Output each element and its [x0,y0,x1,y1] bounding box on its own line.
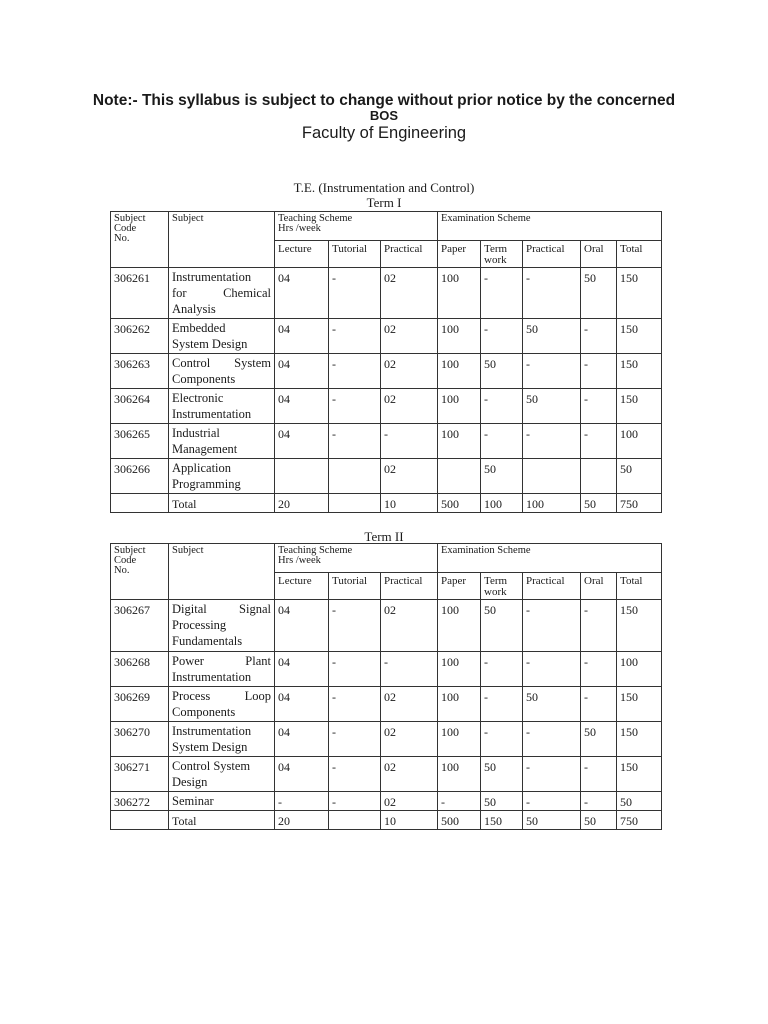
header-text: Teaching Scheme [278,213,353,224]
faculty-title: Faculty of Engineering [301,124,467,142]
tutorial-value: - [329,687,381,722]
subject-code: 306271 [111,757,169,792]
paper-value: 100 [438,757,481,792]
exam-practical-header: Practical [523,573,581,600]
exam-practical-value: - [523,354,581,389]
total-row [111,811,662,830]
term-work-value: - [481,319,523,354]
total-tutorial [329,811,381,830]
header-text: work [484,254,507,266]
paper-value: 100 [438,687,481,722]
total-total: 750 [617,811,662,830]
table-row [111,652,662,687]
oral-header: Oral [581,241,617,268]
teaching-scheme-header [275,212,438,241]
tutorial-value: - [329,319,381,354]
paper-value: 100 [438,600,481,652]
paper-value: - [438,792,481,811]
total-tutorial [329,494,381,513]
subject-name [169,389,275,424]
subject-name [169,600,275,652]
practical-header: Practical [381,241,438,268]
term-work-value: - [481,268,523,319]
header-text: Subject [114,213,146,224]
practical-value: 02 [381,389,438,424]
subject-line: Design [172,775,208,789]
practical-value: 02 [381,687,438,722]
exam-practical-value: - [523,424,581,459]
total-practical: 10 [381,811,438,830]
header-text: Subject [114,545,146,556]
term-work-value: 50 [481,792,523,811]
table-row [111,757,662,792]
subject-line: Components [172,705,236,719]
term-work-value: 50 [481,459,523,494]
subject-line: Process Loop [172,689,271,703]
subject-code: 306268 [111,652,169,687]
exam-practical-value: - [523,757,581,792]
total-lecture: 20 [275,811,329,830]
total-lecture: 20 [275,494,329,513]
exam-practical-value: 50 [523,687,581,722]
examination-scheme-header: Examination Scheme [438,212,662,241]
table-row [111,424,662,459]
header-text: No. [114,565,130,576]
oral-value: - [581,652,617,687]
total-term-work: 100 [481,494,523,513]
total-header: Total [617,573,662,600]
header-row [111,544,662,573]
total-label: Total [169,811,275,830]
lecture-value: 04 [275,722,329,757]
subject-name [169,652,275,687]
tutorial-value [329,459,381,494]
empty-cell [111,811,169,830]
practical-value: 02 [381,600,438,652]
term-work-value: - [481,722,523,757]
lecture-value: 04 [275,354,329,389]
term-work-value: - [481,652,523,687]
oral-value [581,459,617,494]
term-work-value: - [481,424,523,459]
subject-code: 306272 [111,792,169,811]
total-value: 150 [617,722,662,757]
subject-line: Instrumentation [172,270,252,284]
examination-scheme-header: Examination Scheme [438,544,662,573]
lecture-value: 04 [275,687,329,722]
header-text: Teaching Scheme [278,545,353,556]
exam-practical-value: 50 [523,319,581,354]
subject-code: 306267 [111,600,169,652]
term-work-value: - [481,687,523,722]
subject-line: Analysis [172,302,216,316]
oral-value: - [581,354,617,389]
subject-line: Seminar [172,794,214,808]
tutorial-header: Tutorial [329,573,381,600]
subject-name [169,354,275,389]
subject-name [169,722,275,757]
subject-line: Control System [172,356,271,370]
total-term-work: 150 [481,811,523,830]
term-work-value: 50 [481,600,523,652]
term2-title: Term II [364,529,404,544]
header-text: Term [484,243,508,255]
subject-line: System Design [172,740,248,754]
oral-value: - [581,389,617,424]
subject-code: 306266 [111,459,169,494]
oral-value: - [581,792,617,811]
practical-value: - [381,424,438,459]
subject-code: 306269 [111,687,169,722]
total-practical: 10 [381,494,438,513]
total-header: Total [617,241,662,268]
exam-practical-header: Practical [523,241,581,268]
lecture-value: 04 [275,268,329,319]
empty-cell [111,494,169,513]
paper-value: 100 [438,354,481,389]
tutorial-value: - [329,354,381,389]
oral-value: - [581,424,617,459]
lecture-header: Lecture [275,241,329,268]
subject-name [169,687,275,722]
lecture-value: 04 [275,319,329,354]
total-value: 150 [617,319,662,354]
syllabus-note [0,92,768,143]
subject-code: 306264 [111,389,169,424]
subject-code: 306262 [111,319,169,354]
exam-practical-value: - [523,600,581,652]
subject-name [169,268,275,319]
exam-practical-value: 50 [523,389,581,424]
paper-value: 100 [438,652,481,687]
header-text: No. [114,233,130,244]
header-text: Hrs /week [278,555,321,566]
subject-line: Components [172,372,236,386]
subject-name [169,319,275,354]
lecture-value: 04 [275,389,329,424]
table-row [111,600,662,652]
tutorial-value: - [329,652,381,687]
exam-practical-value: - [523,652,581,687]
subject-line: Fundamentals [172,634,243,648]
term-work-value: 50 [481,354,523,389]
total-total: 750 [617,494,662,513]
exam-practical-value: - [523,722,581,757]
subject-line: Control System [172,759,251,773]
table-row [111,268,662,319]
total-paper: 500 [438,811,481,830]
total-paper: 500 [438,494,481,513]
practical-value: - [381,652,438,687]
header-text: Term [484,575,508,587]
table-row [111,389,662,424]
course-title: T.E. (Instrumentation and Control) [293,180,475,195]
term-work-value: - [481,389,523,424]
paper-header: Paper [438,241,481,268]
teaching-scheme-header [275,544,438,573]
oral-header: Oral [581,573,617,600]
header-text: Code [114,555,137,566]
subject-line: Instrumentation [172,670,252,684]
header-text: Hrs /week [278,223,321,234]
tutorial-value: - [329,424,381,459]
subject-name [169,424,275,459]
subject-header: Subject [169,212,275,268]
tutorial-value: - [329,722,381,757]
subject-name [169,792,275,811]
oral-value: 50 [581,722,617,757]
subject-name [169,757,275,792]
subject-code-header [111,544,169,600]
paper-value: 100 [438,389,481,424]
total-row [111,494,662,513]
tutorial-value: - [329,389,381,424]
tutorial-value: - [329,792,381,811]
table-row [111,792,662,811]
subject-line: Digital Signal [172,602,271,616]
total-value: 100 [617,652,662,687]
lecture-value: 04 [275,757,329,792]
subject-line: Application [172,461,232,475]
subject-code: 306270 [111,722,169,757]
total-value: 150 [617,268,662,319]
subject-line: Industrial [172,426,220,440]
total-value: 150 [617,687,662,722]
total-value: 100 [617,424,662,459]
practical-value: 02 [381,268,438,319]
total-exam-practical: 50 [523,811,581,830]
subject-line: Embedded [172,321,226,335]
paper-value: 100 [438,722,481,757]
term-work-header [481,241,523,268]
total-value: 150 [617,389,662,424]
note-line: Note:- This syllabus is subject to change without prior notice by the concerned [92,92,676,109]
subject-header: Subject [169,544,275,600]
total-value: 150 [617,757,662,792]
oral-value: - [581,757,617,792]
oral-value: - [581,600,617,652]
paper-value [438,459,481,494]
total-oral: 50 [581,494,617,513]
lecture-header: Lecture [275,573,329,600]
total-oral: 50 [581,811,617,830]
subject-line: Programming [172,477,241,491]
practical-value: 02 [381,792,438,811]
total-value: 150 [617,600,662,652]
term2-table [110,543,662,830]
tutorial-value: - [329,268,381,319]
subject-line: Management [172,442,238,456]
header-text: Code [114,223,137,234]
total-value: 150 [617,354,662,389]
oral-value: - [581,319,617,354]
subject-code-header [111,212,169,268]
oral-value: - [581,687,617,722]
subject-name [169,459,275,494]
header-row [111,212,662,241]
paper-header: Paper [438,573,481,600]
practical-value: 02 [381,722,438,757]
tutorial-value: - [329,757,381,792]
subject-line: for Chemical [172,286,271,300]
subject-code: 306263 [111,354,169,389]
term-work-value: 50 [481,757,523,792]
subject-line: System Design [172,337,248,351]
total-value: 50 [617,459,662,494]
practical-header: Practical [381,573,438,600]
table-row [111,722,662,757]
practical-value: 02 [381,319,438,354]
paper-value: 100 [438,424,481,459]
subject-line: Electronic [172,391,224,405]
practical-value: 02 [381,757,438,792]
exam-practical-value: - [523,268,581,319]
total-exam-practical: 100 [523,494,581,513]
exam-practical-value [523,459,581,494]
paper-value: 100 [438,319,481,354]
lecture-value: 04 [275,652,329,687]
paper-value: 100 [438,268,481,319]
subject-code: 306265 [111,424,169,459]
subject-line: Instrumentation [172,407,252,421]
table-row [111,354,662,389]
note-bos: BOS [369,108,399,123]
total-label: Total [169,494,275,513]
term1-table [110,211,662,513]
total-value: 50 [617,792,662,811]
exam-practical-value: - [523,792,581,811]
practical-value: 02 [381,354,438,389]
header-text: work [484,586,507,598]
subject-line: Instrumentation [172,724,252,738]
practical-value: 02 [381,459,438,494]
lecture-value: - [275,792,329,811]
subject-code: 306261 [111,268,169,319]
term-work-header [481,573,523,600]
lecture-value: 04 [275,600,329,652]
lecture-value [275,459,329,494]
tutorial-header: Tutorial [329,241,381,268]
tutorial-value: - [329,600,381,652]
table-row [111,687,662,722]
table-row [111,459,662,494]
lecture-value: 04 [275,424,329,459]
subject-line: Power Plant [172,654,271,668]
subject-line: Processing [172,618,227,632]
oral-value: 50 [581,268,617,319]
term1-title: Term I [366,195,402,210]
table-row [111,319,662,354]
